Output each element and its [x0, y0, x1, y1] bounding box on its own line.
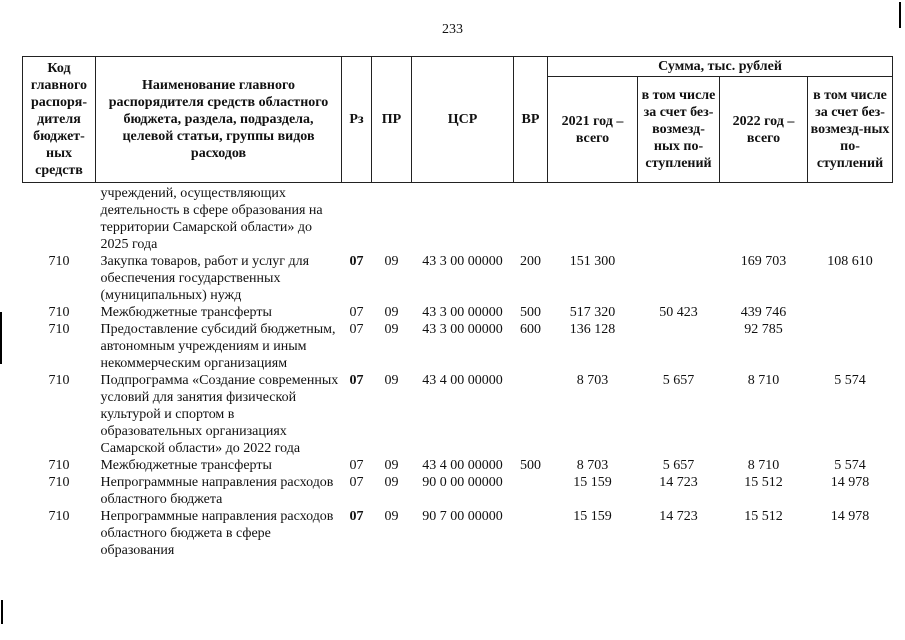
cell-pr: 09	[384, 322, 399, 337]
page-number: 233	[442, 22, 463, 37]
cell-csr: 43 4 00 00000	[422, 458, 503, 473]
cell-2022-gratuitous: 14 978	[830, 509, 870, 524]
header-csr: ЦСР	[412, 57, 514, 183]
cell-csr: 43 3 00 00000	[422, 254, 503, 269]
cell-pr: 09	[384, 475, 399, 490]
table-row	[23, 457, 893, 474]
cell-name: Межбюджетные трансферты	[100, 305, 272, 320]
cell-vr: 600	[520, 322, 541, 337]
cell-2022-total: 8 710	[747, 373, 780, 388]
cell-2022-total: 15 512	[744, 509, 783, 524]
cell-name: Закупка товаров, работ и услуг для обеспечения государственных (муниципальных) нужд	[100, 254, 310, 303]
scan-edge-mark	[899, 2, 901, 28]
header-2021-total: 2021 год – всего	[548, 77, 638, 183]
cell-vr: 500	[520, 305, 541, 320]
table-row	[23, 183, 893, 254]
cell-pr: 09	[384, 305, 399, 320]
cell-2022-gratuitous	[808, 304, 893, 321]
cell-name: Непрограммные направления расходов областного бюджета в сфере образования	[100, 509, 334, 558]
cell-code: 710	[48, 305, 70, 320]
cell-csr	[412, 183, 514, 254]
header-vr: ВР	[514, 57, 548, 183]
cell-2022-total: 92 785	[744, 322, 783, 337]
cell-vr: 500	[520, 458, 541, 473]
cell-csr: 90 7 00 00000	[422, 509, 503, 524]
cell-2022-gratuitous: 14 978	[830, 475, 870, 490]
cell-rz: 07	[349, 509, 364, 524]
cell-code	[23, 183, 96, 254]
cell-name: учреждений, осуществляющих деятельность в сфере образования на территории Самарской области» до 2025 года	[100, 186, 323, 252]
cell-2021-gratuitous	[638, 253, 720, 304]
cell-rz: 07	[349, 475, 364, 490]
table-row	[23, 474, 893, 508]
cell-2021-total: 517 320	[569, 305, 616, 320]
cell-vr	[514, 372, 548, 457]
budget-table	[22, 56, 893, 559]
cell-csr: 43 3 00 00000	[422, 305, 503, 320]
cell-2022-total	[720, 183, 808, 254]
table-row	[23, 304, 893, 321]
cell-2021-total: 8 703	[576, 458, 609, 473]
cell-rz: 07	[349, 373, 364, 388]
cell-2021-total: 15 159	[573, 475, 612, 490]
cell-2022-gratuitous: 5 574	[834, 458, 866, 473]
cell-name: Предоставление субсидий бюджетным, автономным учреждениям и иным некоммерческим организациям	[100, 322, 336, 371]
cell-pr: 09	[384, 254, 399, 269]
cell-2022-total: 15 512	[744, 475, 783, 490]
cell-2022-gratuitous	[808, 183, 893, 254]
cell-2021-total: 15 159	[573, 509, 612, 524]
cell-rz: 07	[349, 458, 364, 473]
scan-edge-mark	[0, 312, 2, 364]
cell-2021-gratuitous	[638, 321, 720, 372]
table-body	[23, 183, 893, 560]
header-name: Наименование главного распорядителя средств областного бюджета, раздела, подраздела, целевой статьи, группы видов расходов	[96, 57, 342, 183]
cell-name: Межбюджетные трансферты	[100, 458, 272, 473]
cell-pr: 09	[384, 373, 399, 388]
cell-code: 710	[48, 458, 70, 473]
table-row	[23, 253, 893, 304]
cell-2022-gratuitous: 108 610	[827, 254, 873, 269]
cell-rz: 07	[349, 305, 364, 320]
cell-code: 710	[48, 475, 70, 490]
header-pr: ПР	[372, 57, 412, 183]
table-header	[23, 57, 893, 183]
cell-2021-total: 151 300	[569, 254, 616, 269]
header-2022-total: 2022 год – всего	[720, 77, 808, 183]
cell-code: 710	[48, 373, 70, 388]
cell-pr: 09	[384, 509, 399, 524]
cell-2021-total	[548, 183, 638, 254]
header-code: Код главного распоря-дителя бюджет-ных средств	[23, 57, 96, 183]
cell-vr	[514, 474, 548, 508]
cell-2021-total: 136 128	[569, 322, 616, 337]
cell-name: Подпрограмма «Создание современных условий для занятия физической культурой и спортом в образовательных организациях Самарской области» до 2022 года	[100, 373, 339, 456]
cell-2022-gratuitous: 5 574	[834, 373, 866, 388]
cell-2022-total: 439 746	[740, 305, 787, 320]
scan-edge-mark	[1, 600, 3, 624]
header-2021-gratuitous: в том числе за счет без-возмезд-ных по-ступлений	[638, 77, 720, 183]
cell-vr: 200	[520, 254, 541, 269]
cell-csr: 43 4 00 00000	[422, 373, 503, 388]
cell-2021-total: 8 703	[576, 373, 609, 388]
table-row	[23, 372, 893, 457]
header-rz: Рз	[342, 57, 372, 183]
cell-2021-gratuitous: 5 657	[662, 458, 695, 473]
cell-name: Непрограммные направления расходов областного бюджета	[100, 475, 334, 507]
header-2022-gratuitous: в том числе за счет без-возмезд-ных по-ступлений	[808, 77, 893, 183]
cell-2021-gratuitous: 14 723	[659, 509, 698, 524]
header-sum: Сумма, тыс. рублей	[548, 57, 893, 77]
cell-csr: 43 3 00 00000	[422, 322, 503, 337]
cell-csr: 90 0 00 00000	[422, 475, 503, 490]
cell-code: 710	[48, 322, 70, 337]
cell-code: 710	[48, 509, 70, 524]
cell-pr	[372, 183, 412, 254]
table-row	[23, 321, 893, 372]
cell-vr	[514, 508, 548, 559]
cell-2022-total: 8 710	[747, 458, 780, 473]
cell-rz: 07	[349, 254, 364, 269]
cell-pr: 09	[384, 458, 399, 473]
cell-vr	[514, 183, 548, 254]
cell-2021-gratuitous	[638, 183, 720, 254]
cell-2021-gratuitous: 50 423	[659, 305, 698, 320]
cell-2021-gratuitous: 14 723	[659, 475, 698, 490]
table-row	[23, 508, 893, 559]
cell-code: 710	[48, 254, 70, 269]
cell-rz: 07	[349, 322, 364, 337]
cell-2022-gratuitous	[808, 321, 893, 372]
cell-2022-total: 169 703	[740, 254, 787, 269]
cell-rz	[342, 183, 372, 254]
cell-2021-gratuitous: 5 657	[662, 373, 695, 388]
